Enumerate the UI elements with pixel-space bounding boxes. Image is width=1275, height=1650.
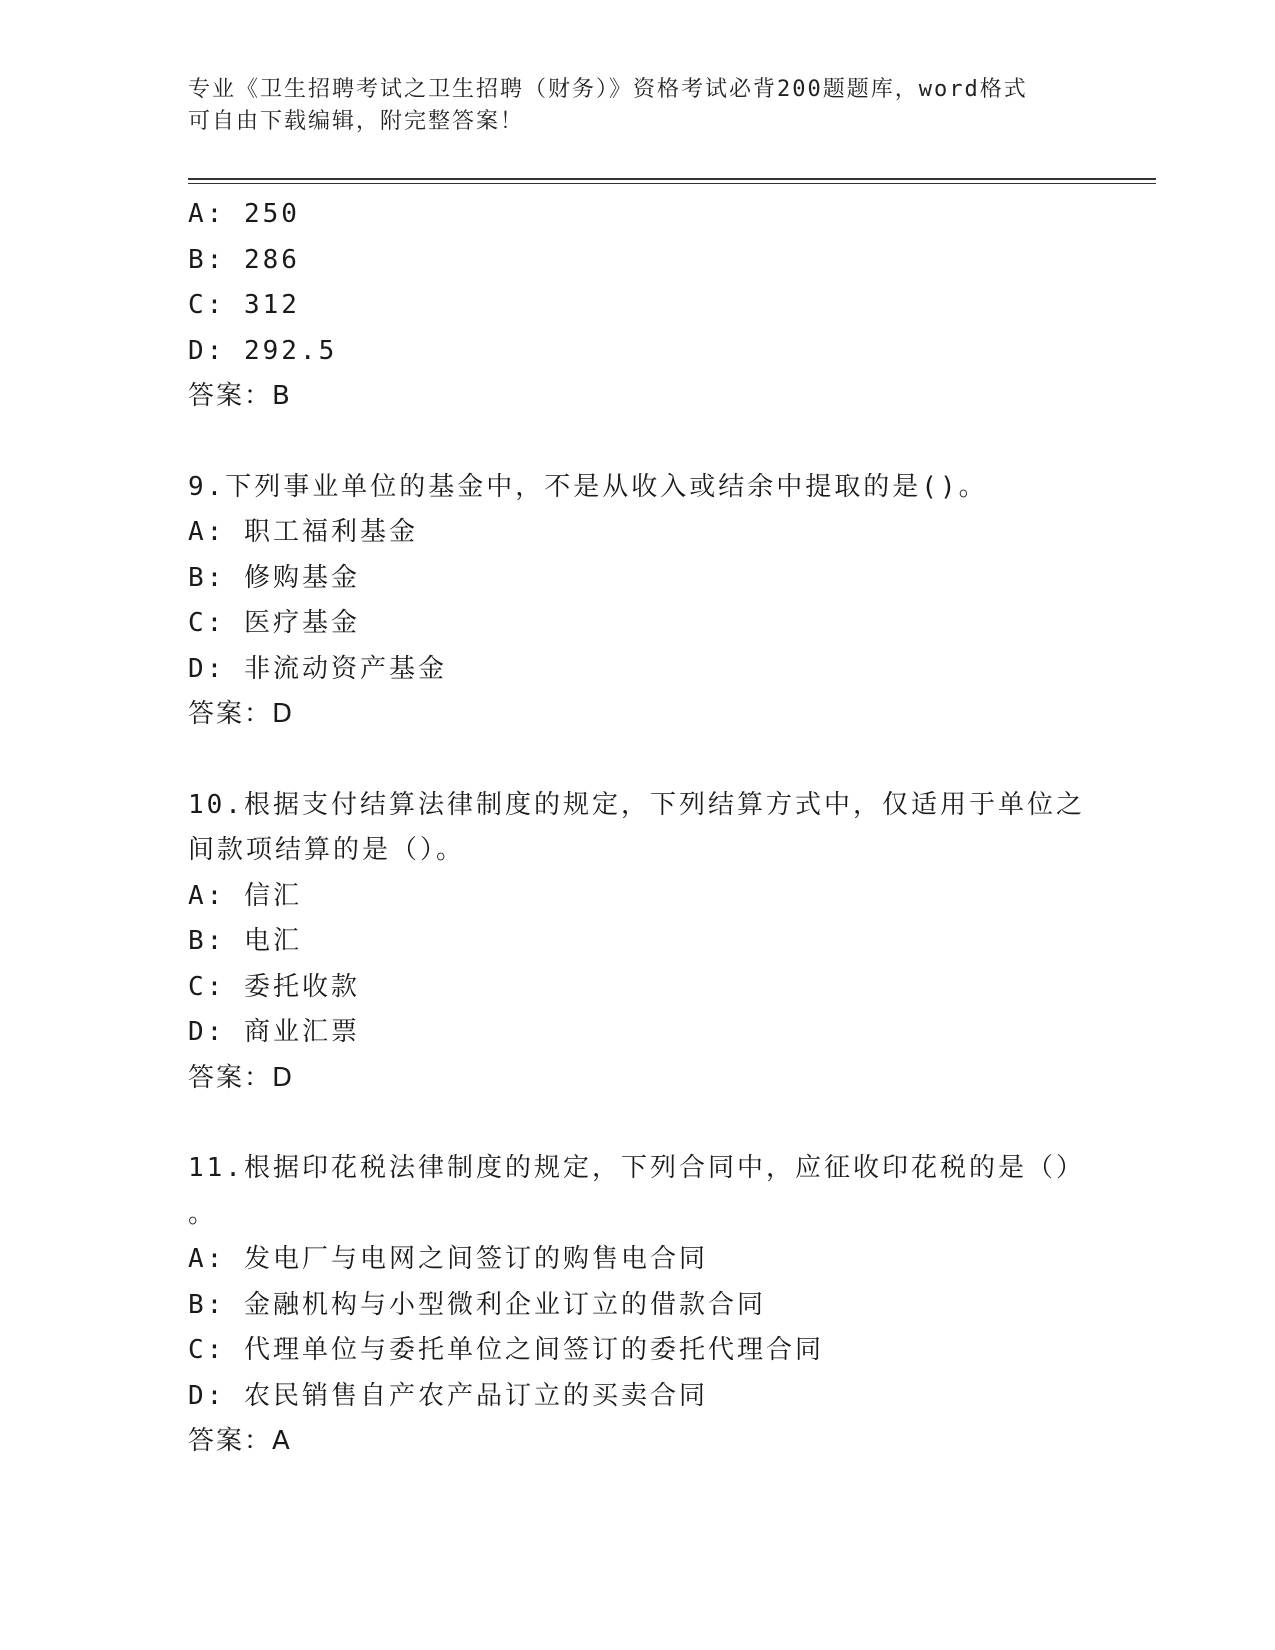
answer: 答案：D [188, 699, 295, 729]
option-b: B: 修购基金 [188, 562, 360, 593]
option-c: C: 312 [188, 290, 300, 320]
question-text-line-2: 间款项结算的是（）。 [188, 835, 466, 865]
question-10 [188, 783, 1088, 1102]
option-a: A: 信汇 [188, 880, 302, 911]
option-c: C: 医疗基金 [188, 608, 360, 638]
question-9 [188, 465, 1088, 738]
option-d: D: 非流动资产基金 [188, 653, 447, 684]
header-divider [188, 178, 1156, 184]
question-11 [188, 1146, 1088, 1465]
option-c: C: 委托收款 [188, 971, 360, 1002]
answer: 答案：A [188, 1426, 292, 1456]
option-a: A: 250 [188, 199, 300, 229]
answer: 答案：D [188, 1062, 295, 1093]
question-text: 9.下列事业单位的基金中，不是从收入或结余中提取的是()。 [188, 471, 988, 502]
document-body [188, 192, 1088, 1465]
question-text-line-1: 11.根据印花税法律制度的规定，下列合同中，应征收印花税的是（） [188, 1153, 1085, 1183]
question-8 [188, 192, 1088, 420]
answer: 答案：B [188, 381, 292, 411]
option-d: D: 农民销售自产农产品订立的买卖合同 [188, 1380, 708, 1411]
option-b: B: 金融机构与小型微利企业订立的借款合同 [188, 1289, 766, 1320]
option-a: A: 发电厂与电网之间签订的购售电合同 [188, 1244, 708, 1274]
header-line-1: 专业《卫生招聘考试之卫生招聘（财务）》资格考试必背200题题库，word格式 [188, 77, 1028, 102]
option-c: C: 代理单位与委托单位之间签订的委托代理合同 [188, 1335, 824, 1365]
question-text-line-2: 。 [188, 1198, 218, 1229]
option-d: D: 商业汇票 [188, 1017, 360, 1047]
question-text-line-1: 10.根据支付结算法律制度的规定，下列结算方式中，仅适用于单位之 [188, 789, 1085, 820]
option-b: B: 电汇 [188, 926, 302, 956]
option-b: B: 286 [188, 244, 300, 275]
option-a: A: 职工福利基金 [188, 517, 418, 547]
header-line-2: 可自由下载编辑，附完整答案！ [188, 109, 525, 134]
option-d: D: 292.5 [188, 335, 338, 366]
page-header [188, 74, 1088, 138]
